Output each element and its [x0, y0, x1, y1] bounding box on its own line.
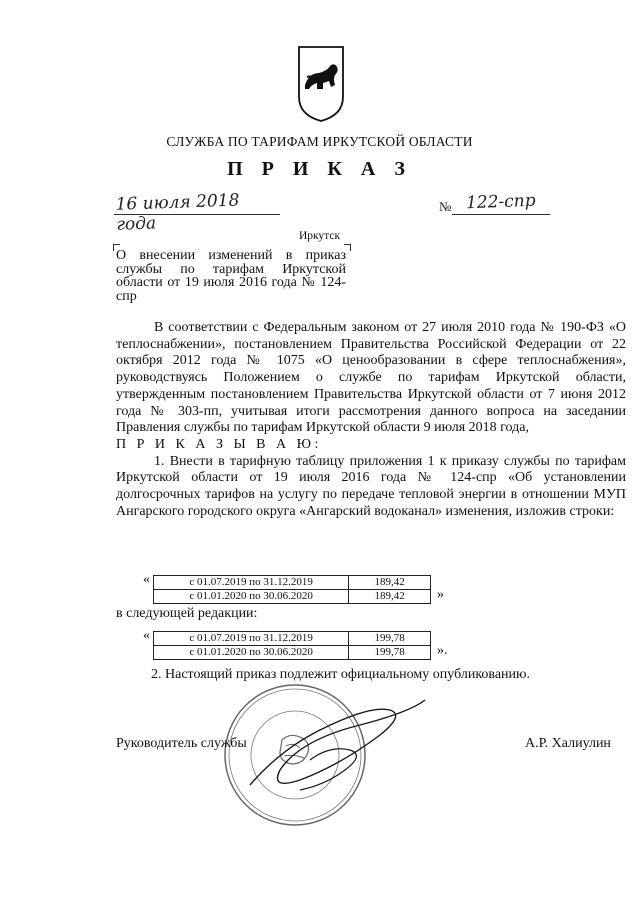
- table-cell-period: с 01.07.2019 по 31.12.2019: [154, 632, 349, 646]
- table-row: [154, 632, 431, 646]
- item-2-paragraph: 2. Настоящий приказ подлежит официальному опубликованию.: [151, 667, 530, 682]
- quote-open: «: [143, 628, 150, 643]
- table-cell-period: с 01.01.2020 по 30.06.2020: [154, 646, 349, 660]
- agency-name: СЛУЖБА ПО ТАРИФАМ ИРКУТСКОЙ ОБЛАСТИ: [166, 134, 473, 149]
- coat-of-arms-icon: [297, 45, 345, 123]
- document-type: П Р И К А З: [227, 158, 412, 180]
- table-cell-period: с 01.07.2019 по 31.12.2019: [154, 576, 349, 590]
- city: Иркутск: [298, 230, 341, 242]
- order-word: П Р И К А З Ы В А Ю:: [116, 436, 322, 452]
- signatory-title: Руководитель службы: [116, 736, 247, 751]
- table-cell-period: с 01.01.2020 по 30.06.2020: [154, 590, 349, 604]
- handwritten-date: 16 июля 2018 года: [115, 190, 240, 235]
- table-row: [154, 576, 431, 590]
- quote-open: «: [143, 572, 150, 587]
- table-cell-value: 189,42: [349, 590, 431, 604]
- preamble-paragraph: В соответствии с Федеральным законом от 27 июля 2010 года № 190-ФЗ «О теплоснабжении», постановлением Правительства Российской Федерации от 22 октября 2012 года № 1075 «О ценообразовании в сфере теплоснабжения», руководствуясь Положением о службе по тарифам Иркутской области, утвержденным постановлением Правительства Иркутской области от 7 июня 2012 года № 303-пп, учитывая итоги рассмотрения данного вопроса на заседании Правления службы по тарифам Иркутской области 9 июля 2018 года,: [116, 320, 626, 436]
- table-row: [154, 646, 431, 660]
- table-row: [154, 590, 431, 604]
- number-underline: [452, 214, 550, 215]
- table-cell-value: 199,78: [349, 632, 431, 646]
- tariff-table-new: [153, 631, 431, 660]
- number-sign: №: [439, 199, 452, 214]
- signatory-name: А.Р. Халиулин: [525, 736, 611, 751]
- handwritten-number: 122-спр: [465, 190, 536, 214]
- table-cell-value: 189,42: [349, 576, 431, 590]
- signature-icon: [240, 690, 430, 800]
- document-subject: О внесении изменений в приказ службы по тарифам Иркутской области от 19 июля 2016 года № 124-спр: [116, 248, 346, 304]
- date-underline: [114, 214, 280, 215]
- tariff-table-old: [153, 575, 431, 604]
- quote-close-final: ».: [437, 643, 448, 658]
- document-body: [116, 320, 626, 520]
- quote-close: »: [437, 587, 444, 602]
- next-edition-label: в следующей редакции:: [116, 606, 258, 621]
- table-cell-value: 199,78: [349, 646, 431, 660]
- item-1-paragraph: 1. Внести в тарифную таблицу приложения 1 к приказу службы по тарифам Иркутской области от 19 июля 2016 года № 124-спр «Об установлении долгосрочных тарифов на услугу по передаче тепловой энергии в отношении МУП Ангарского городского округа «Ангарский водоканал» изменения, изложив строки:: [116, 453, 626, 519]
